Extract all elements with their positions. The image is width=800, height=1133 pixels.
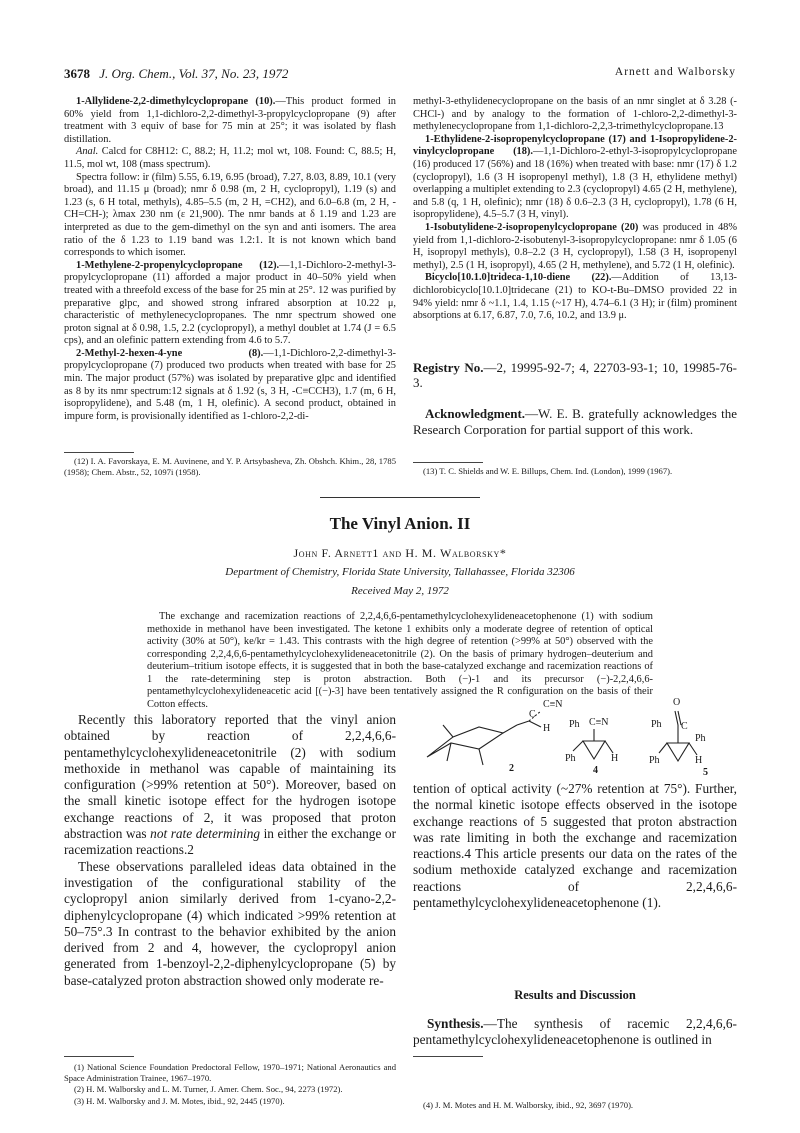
footnotes-top-left (64, 456, 396, 478)
registry-numbers: Registry No.—2, 19995-92-7; 4, 22703-93-1; 10, 19985-76-3. (413, 360, 737, 390)
paragraph: methyl-3-ethylidenecyclopropane on the basis of an nmr singlet at δ 3.28 (-CHCl-) and by analogy to the formation of 1-chloro-2,2-dimethyl-3-methylenecyclopropane from 1,1-dichloro-2,2,3-trimethylcyclopropane.13 (413, 96, 737, 133)
footnote: (1) National Science Foundation Predoctoral Fellow, 1970–1971; National Aeronautics and Space Administration Trainee, 1967–1970. (64, 1062, 396, 1083)
footnotes-bottom-right (413, 1100, 737, 1112)
paragraph: 1-Methylene-2-propenylcyclopropane (12).—1,1-Dichloro-2-methyl-3-propylcyclopropane (11) afforded a major product in 40–50% yield when treated with a threefold excess of the base for 25 min at 25°. 12 was purified by preparative glpc, and showed strong infrared absorption at 10.22 μ, characteristic of methylenecyclopropanes. The nmr spectrum showed one proton signal at δ 0.98, 1.5, 2.2 (cyclopropyl), a methyl doublet at 1.74 (J = 6.5 cps), and an olefinic pattern extending from 4.6 to 5.7. (64, 259, 396, 347)
body-left-column (64, 712, 396, 989)
structure-drawing (413, 703, 737, 775)
paragraph: 1-Ethylidene-2-isopropenylcyclopropane (17) and 1-Isopropylidene-2-vinylcyclopropane (18).—1,1-Dichloro-2-ethyl-3-isopropylcyclopropane (16) produced 17 (56%) and 18 (16%) when treated with base: nmr (17) δ 1.2 (cyclopropyl), 1.6 (3 H isopropenyl methyl), 1.8 (3 H, ethylidene methyl) overlapping a multiplet extending to 2.3 (cyclopropyl) 4.65 (2 H, methylene), and 5.8 (q, 1 H, olefinic); nmr (18) δ 0.6–2.3 (3 H, cyclopropyl), 1.78 (6 H, isopropylidene), 4.5–5.7 (3 H, vinyl). (413, 133, 737, 221)
paragraph: 2-Methyl-2-hexen-4-yne (8).—1,1-Dichloro-2,2-dimethyl-3-propylcyclopropane (7) produced two products when treated with base for 25 min. The major product (57%) was isolated by preparative glpc and identified as 8 by its nmr spectrum:12 signals at δ 1.92 (s, 3 H, -C≡CCH3), 1.7 (m, 6 H, isopropylidene), and 5.48 (m, 1 H, olefinic). A second product, obtained in impure form, is provisionally identified as 1-chloro-2,2-di- (64, 347, 396, 422)
structure-5-label: 5 (703, 767, 708, 778)
top-left-column (64, 96, 396, 423)
article-title: The Vinyl Anion. II (329, 514, 471, 533)
footnote-rule (64, 452, 134, 453)
paragraph: Bicyclo[10.1.0]trideca-1,10-diene (22).—Addition of 13,13-dichlorobicyclo[10.1.0]tridecane (21) to KO-t-Bu–DMSO provided 22 in 94% yield: nmr δ ~1.1, 1.4, 1.15 (~17 H), 4.74–6.1 (3 H); ir (film) prominent absorptions at 6.17, 6.87, 7.0, 7.6, 10.2, and 13.9 μ. (413, 272, 737, 322)
phenyl-label: Ph (649, 755, 660, 766)
article-separator (320, 497, 480, 498)
hydrogen-label: H (611, 753, 619, 764)
footnote: (4) J. M. Motes and H. M. Walborsky, ibid., 92, 3697 (1970). (423, 1100, 634, 1110)
nitrile-label: C≡N (543, 699, 563, 710)
phenyl-label: Ph (695, 733, 706, 744)
hydrogen-label: H (695, 755, 703, 766)
paragraph: tention of optical activity (~27% retention at 75°). Further, the normal kinetic isotope effects observed in the isotope exchange reactions of 5 suggested that proton abstraction was rate limiting in both the exchange and racemization reactions.4 This article presents our data on the rates of the sodium methoxide catalyzed exchange and racemization reactions of 2,2,4,6,6-pentamethylcyclohexylideneacetophenone (1). (413, 781, 737, 911)
abstract: The exchange and racemization reactions of 2,2,4,6,6-pentamethylcyclohexylideneacetophenone (1) with sodium methoxide in methanol have been investigated. The ketone 1 exhibits only a moderate degree of retention of optical activity (30% at 50°), ke/kr = 1.43. This contrasts with the high degree of retention (>99% at 50°) observed with the corresponding 2,2,4,6,6-pentamethylcyclohexylideneacetonitrile (2). On the basis of primary hydrogen–deuterium and deuterium–tritium isotope effects, it is suggested that in both the base-catalyzed exchange and racemization reactions of 1 the rate-determining step is proton abstraction. Both (−)-1 and its precursor (−)-2,2,4,6,6-pentamethylcyclohexylideneacetic acid [(−)-3] have been tentatively assigned the R configuration on the basis of their Cotton effects. (147, 611, 653, 710)
page-number: 3678 (64, 66, 90, 81)
footnote: (2) H. M. Walborsky and L. M. Turner, J. Amer. Chem. Soc., 94, 2273 (1972). (74, 1084, 343, 1095)
footnote: (12) I. A. Favorskaya, E. M. Auvinene, and Y. P. Artsybasheva, Zh. Obshch. Khim., 28, 1785 (1958); Chem. Abstr., 52, 1097i (1958). (64, 456, 396, 477)
carbon-label: C (529, 709, 536, 720)
phenyl-label: Ph (565, 753, 576, 764)
footnote-rule (413, 1056, 483, 1057)
top-right-column (413, 96, 737, 323)
affiliation: Department of Chemistry, Florida State University, Tallahassee, Florida 32306 (225, 566, 575, 578)
section-heading: Results and Discussion (514, 988, 636, 1002)
hydrogen-label: H (543, 723, 551, 734)
carbon-label: C (681, 721, 688, 732)
paragraph: 1-Isobutylidene-2-isopropenylcyclopropane (20) was produced in 48% yield from 1,1-dichloro-2-isobutenyl-3-isopropylcyclopropane: nmr δ 1.05 (6 H, isopropyl methyls), 0.8–2.2 (3 H, cyclopropyl), 1.58 (3 H, isopropenyl methyl), 2.5 (1 H, isopropyl), 4.65 (2 H, methylene), and 5.72 (1 H, olefinic). (413, 221, 737, 271)
oxygen-label: O (673, 697, 681, 708)
paragraph: Spectra follow: ir (film) 5.55, 6.19, 6.95 (broad), 7.27, 8.03, 8.89, 10.1 (very broad), and 11.15 μ (broad); nmr δ 0.98 (m, 2 H, cyclopropyl), 1.19 (s) and 1.23 (s, 6 H total, methyls), 4.85–5.5 (m, 2 H, =CH2), and 6.0–6.8 (m, 2 H, -CH=CH-); λmax 230 nm (ε 21,900). The nmr bands at δ 1.19 and 1.23 are interpreted as due to the gem-dimethyl on the syn and anti isomers. The area ratio of the δ 1.23 to 1.19 band was 1.2:1. It is not known which band corresponds to which isomer. (64, 171, 396, 259)
structure-2-label: 2 (509, 763, 514, 774)
running-head (64, 66, 736, 84)
paragraph: 1-Allylidene-2,2-dimethylcyclopropane (10).—This product formed in 60% yield from 1,1-dichloro-2,2-dimethyl-3-propylcyclopropane (9) after treatment with 3 equiv of base for 75 min at 25°; it was isolated by flash distillation. (64, 96, 396, 145)
structure-4-label: 4 (593, 765, 598, 776)
paragraph: Recently this laboratory reported that the vinyl anion obtained by reaction of 2,2,4,6,6-pentamethylcyclohexylideneacetonitrile (2) with sodium methoxide in methanol was capable of maintaining its configuration (>99% retention at 50°). Moreover, based on the small kinetic isotope effect for the hydrogen isotope exchange reactions of 2, it was proposed that proton abstraction was not rate determining in either the exchange or racemization reactions.2 (64, 712, 396, 858)
body-right-column (413, 781, 737, 911)
footnotes-top-right (413, 466, 737, 478)
paragraph: Anal. Calcd for C8H12: C, 88.2; H, 11.2; mol wt, 108. Found: C, 88.5; H, 11.5, mol wt, 108 (mass spectrum). (64, 146, 396, 170)
nitrile-label: C≡N (589, 717, 609, 728)
footnote: (3) H. M. Walborsky and J. M. Motes, ibid., 92, 2445 (1970). (74, 1095, 285, 1106)
received-date: Received May 2, 1972 (351, 585, 449, 597)
footnote: (13) T. C. Shields and W. E. Billups, Chem. Ind. (London), 1999 (1967). (423, 466, 673, 476)
chemical-structures (413, 697, 737, 778)
running-authors: Arnett and Walborsky (614, 66, 736, 78)
paragraph: These observations paralleled ideas data obtained in the investigation of the configurational stability of the cyclopropyl anion similarly derived from 1-cyano-2,2-diphenylcyclopropane (4) which indicated >99% retention at 50–75°.3 In contrast to the behavior exhibited by the anion derived from 2 and 4, however, the cyclopropyl anion generated from 1-benzoyl-2,2-diphenylcyclopropane (5) by base-catalyzed proton abstraction showed only moderate re- (64, 858, 396, 988)
article-authors: John F. Arnett1 and H. M. Walborsky* (293, 546, 507, 560)
footnote-rule (64, 1056, 134, 1057)
footnotes-bottom-left (64, 1062, 396, 1107)
phenyl-label: Ph (569, 719, 580, 730)
acknowledgment: Acknowledgment.—W. E. B. gratefully acknowledges the Research Corporation for partial support of this work. (413, 406, 737, 437)
journal-citation: J. Org. Chem., Vol. 37, No. 23, 1972 (99, 66, 289, 81)
footnote-rule (413, 462, 483, 463)
phenyl-label: Ph (651, 719, 662, 730)
synthesis-paragraph: Synthesis.—The synthesis of racemic 2,2,4,6,6-pentamethylcyclohexylideneacetophenone is outlined in (413, 1016, 737, 1048)
